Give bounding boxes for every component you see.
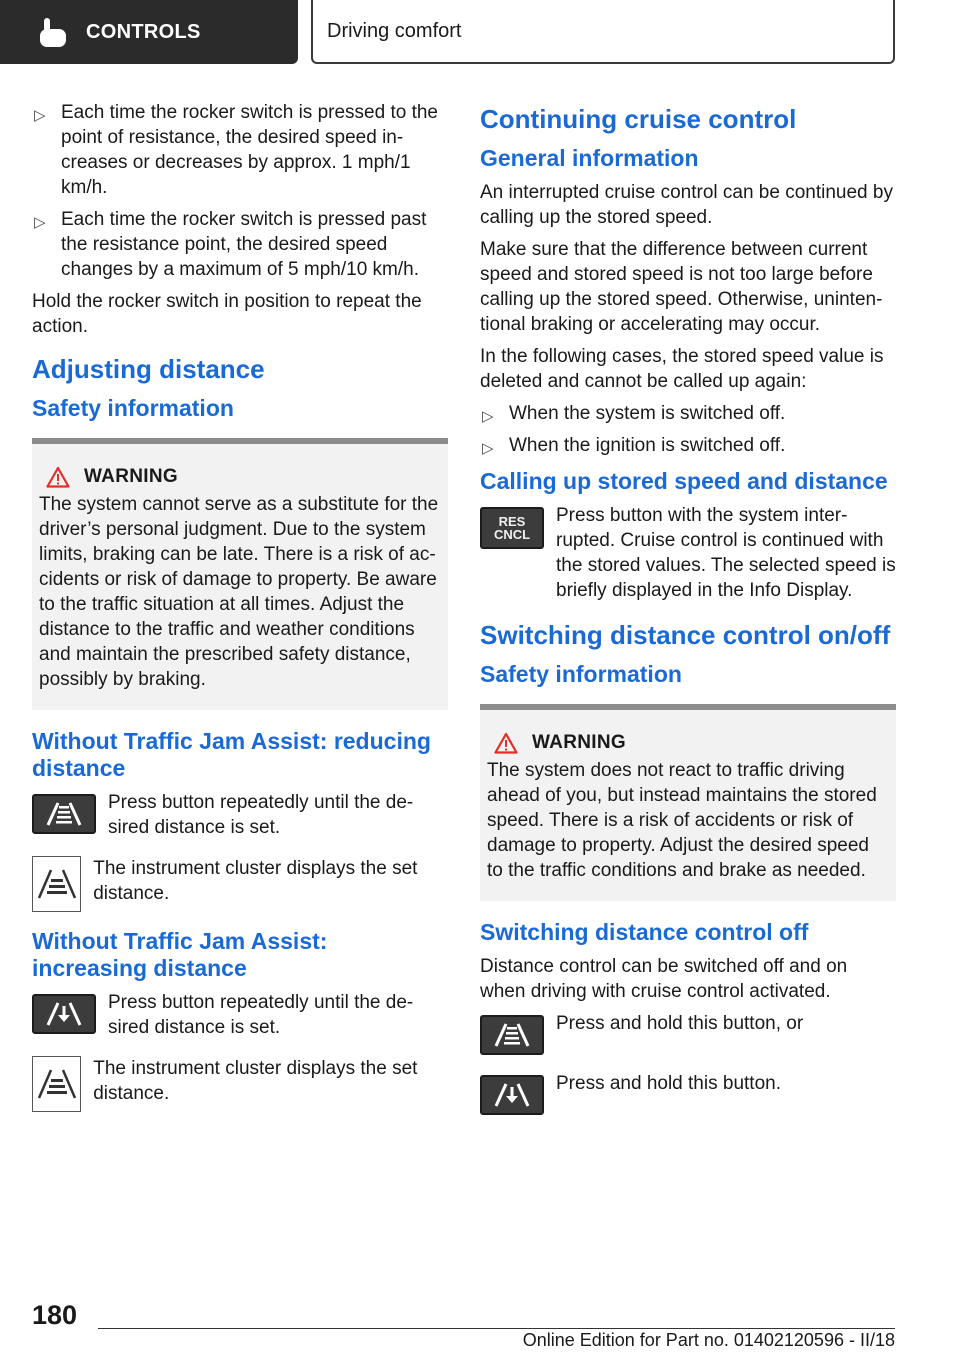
distance-road-icon [44, 1000, 84, 1028]
distance-button [32, 994, 96, 1034]
list-item: ▷ When the system is switched off. [480, 401, 896, 426]
section-label: Driving comfort [327, 19, 462, 42]
distance-road-icon [44, 800, 84, 828]
chapter-tab [0, 0, 298, 64]
general-information-heading: General information [480, 145, 699, 171]
list-item: ▷ When the ignition is switched off. [480, 433, 896, 458]
increasing-distance-heading: Without Traffic Jam Assist: increasing distance [32, 928, 328, 981]
calling-up-text: Press button with the system inter-rupted. Cruise control is continued with the stored values. The selected speed is briefly displayed in the Info Display. [556, 505, 896, 601]
press-hold-text-2: Press and hold this button. [556, 1073, 781, 1094]
triangle-bullet-icon: ▷ [482, 408, 494, 425]
reducing-button-row [32, 790, 448, 840]
right-column [480, 100, 896, 1131]
reducing-display-row [32, 856, 448, 912]
increasing-button-row [32, 990, 448, 1040]
switching-off-text: Distance control can be switched off and on when driving with cruise control activated. [480, 956, 848, 1002]
distance-button [480, 1075, 544, 1115]
warning-header [487, 732, 890, 754]
distance-road-icon [492, 1081, 532, 1109]
page-number: 180 [32, 1300, 78, 1330]
cncl-label: CNCL [493, 527, 531, 542]
warning-triangle-icon [46, 466, 70, 488]
increasing-press-text: Press button repeatedly until the de-sired distance is set. [108, 992, 414, 1038]
general-paragraph-1: An interrupted cruise control can be continued by calling up the stored speed. [480, 182, 893, 228]
distance-button [480, 1015, 544, 1055]
general-paragraph-3: In the following cases, the stored speed value is deleted and cannot be called up again: [480, 346, 884, 392]
distance-road-icon [492, 1021, 532, 1049]
list-item: ▷ Each time the rocker switch is pressed to the point of resistance, the desired speed in-creases or decreases by approx. 1 mph/1 km/h. [34, 102, 438, 198]
res-label: RES [498, 514, 526, 529]
warning-triangle-icon [494, 732, 518, 754]
reducing-display-text: The instrument cluster displays the set distance. [93, 858, 418, 904]
press-hold-row-1 [480, 1011, 896, 1055]
cluster-display-symbol [32, 1056, 81, 1112]
switching-off-heading: Switching distance control off [480, 919, 809, 945]
warning-text: The system cannot serve as a substitute for the driver’s personal judgment. Due to the system limits, braking can be late. There is a risk of ac-cidents or risk of damage to property. Be aware to the traffic situation at all times. Adjust the distance to the traffic and weather conditions and maintain the prescribed safety distance, possibly by braking. [39, 494, 439, 690]
reducing-distance-heading: Without Traffic Jam Assist: reducing distance [32, 728, 431, 781]
reducing-press-text: Press button repeatedly until the de-sired distance is set. [108, 792, 414, 838]
hold-text: Hold the rocker switch in position to repeat the action. [32, 291, 422, 337]
list-item: ▷ Each time the rocker switch is pressed past the resistance point, the desired speed changes by a maximum of 5 mph/10 km/h. [34, 209, 427, 280]
page-header [0, 0, 960, 66]
triangle-bullet-icon: ▷ [482, 440, 494, 457]
continuing-cruise-control-heading: Continuing cruise control [480, 104, 797, 134]
distance-display-icon [35, 1066, 79, 1102]
safety-information-heading: Safety information [480, 661, 682, 687]
warning-box [480, 704, 896, 901]
safety-information-heading: Safety information [32, 395, 234, 421]
press-hold-text-1: Press and hold this button, or [556, 1013, 804, 1034]
stored-speed-bullet-list [480, 401, 896, 458]
hand-icon [36, 15, 70, 49]
res-button-row [480, 503, 896, 603]
distance-button [32, 794, 96, 834]
increasing-display-text: The instrument cluster displays the set distance. [93, 1058, 418, 1104]
speed-bullet-list [32, 100, 448, 282]
cluster-display-symbol [32, 856, 81, 912]
warning-text: The system does not react to traffic driving ahead of you, but instead maintains the stored speed. There is a risk of accidents or risk of damage to property. Adjust the desired speed to the traffic conditions and brake as needed. [487, 760, 877, 881]
warning-box [32, 438, 448, 710]
distance-display-icon [35, 866, 79, 902]
increasing-display-row [32, 1056, 448, 1112]
general-paragraph-2: Make sure that the difference between current speed and stored speed is not too large before calling up the stored speed. Otherwise, uninten-tional braking or accelerating may occur. [480, 239, 883, 335]
warning-label: WARNING [84, 466, 178, 487]
section-tab [311, 0, 895, 64]
switching-distance-heading: Switching distance control on/off [480, 620, 891, 650]
warning-label: WARNING [532, 732, 626, 753]
warning-header [39, 466, 442, 488]
triangle-bullet-icon: ▷ [34, 107, 46, 124]
adjusting-distance-heading: Adjusting distance [32, 354, 265, 384]
res-cncl-button [480, 507, 544, 549]
chapter-label: CONTROLS [86, 20, 201, 43]
left-column [32, 100, 448, 1128]
edition-text: Online Edition for Part no. 01402120596 - II/18 [522, 1330, 895, 1350]
triangle-bullet-icon: ▷ [34, 214, 46, 231]
press-hold-row-2 [480, 1071, 896, 1115]
calling-up-heading: Calling up stored speed and distance [480, 468, 888, 494]
footer-divider [98, 1328, 895, 1329]
page-footer [0, 1290, 960, 1362]
